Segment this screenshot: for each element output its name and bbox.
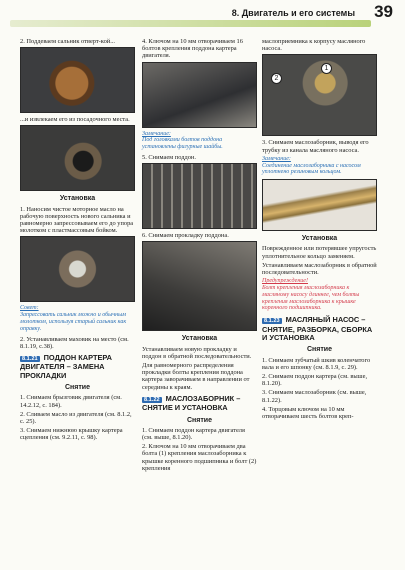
paragraph: 6. Снимаем прокладку поддона. [142, 232, 229, 240]
section-title: ПОДДОН КАРТЕРА ДВИГАТЕЛЯ – ЗАМЕНА ПРОКЛАДКИ [20, 353, 112, 380]
paragraph: 2. Поддеваем сальник отверт-кой... [20, 38, 115, 45]
section-title: МАСЛОЗАБОРНИК – СНЯТИЕ И УСТАНОВКА [142, 393, 241, 413]
section-heading [20, 354, 135, 380]
photo-oil-pickup-tube [262, 179, 377, 231]
paragraph: маслоприемника к корпусу масляного насоса. [262, 38, 366, 53]
header-bar [10, 20, 371, 27]
paragraph: 5. Снимаем поддон. [142, 154, 196, 161]
tip-label: Совет: [20, 305, 39, 312]
tip-note [20, 305, 135, 332]
photo-pan-bolts [142, 62, 257, 128]
warning-text: Болт крепления маслозаборника к масляному насосу длиннее, чем болты крепления маслозаборника к крышке коренного подшипника. [262, 285, 360, 312]
warning-label: Предупреждение! [262, 278, 308, 285]
photo-oil-pickup [262, 54, 377, 136]
note-text: Соединение маслозаборника с насосом уплотнено резиновым кольцом. [262, 162, 361, 176]
column-2 [142, 38, 257, 474]
paragraph: Поврежденное или потерявшее упругость уплотнительное кольцо заменяем. [262, 245, 377, 260]
paragraph: 1. Наносим чистое моторное масло на рабочую поверхность нового сальника и равномерно запрессовываем его до упора молотком с пластмассовым бойком. [20, 205, 134, 235]
paragraph: 3. Снимаем маслозаборник, выводя его трубку из канала масляного насоса. [262, 139, 369, 154]
section-heading [142, 395, 257, 413]
photo-seal-removed [20, 125, 135, 191]
paragraph: 2. Снимаем поддон картера (см. выше, 8.1.20). [262, 373, 368, 388]
subheading-remove: Снятие [307, 346, 332, 354]
paragraph: 4. Ключом на 10 мм отворачиваем 16 болтов крепления поддона картера двигателя. [142, 38, 243, 60]
note-label: Замечание: [142, 130, 171, 137]
subheading-install: Установка [301, 235, 338, 243]
paragraph: 4. Торцовым ключом на 10 мм отворачиваем шесть болтов креп- [262, 405, 354, 421]
section-title: МАСЛЯНЫЙ НАСОС – СНЯТИЕ, РАЗБОРКА, СБОРКА И УСТАНОВКА [262, 315, 373, 343]
paragraph: 3. Снимаем маслозаборник (см. выше, 8.1.22). [262, 389, 367, 404]
page-header [0, 0, 405, 30]
note-text: Под головками болтов поддона установлены фигурные шайбы. [142, 137, 223, 151]
paragraph: Устанавливаем новую прокладку и поддон в обратной последовательности. [142, 345, 252, 360]
paragraph: 2. Ключом на 10 мм отворачиваем два болта (1) крепления маслозаборника к крышке коренного подшипника и болт (2) крепления [142, 443, 257, 472]
section-heading [262, 316, 377, 342]
section-number-badge: 8.1.21 [22, 356, 38, 363]
callout-2: 2 [271, 73, 282, 84]
note [142, 131, 257, 151]
paragraph: 3. Снимаем нижнюю крышку картера сцепления (см. 9.2.11, с. 98). [20, 427, 123, 442]
subheading-remove: Снятие [187, 416, 212, 424]
photo-seal-pry [20, 47, 135, 113]
tip-text: Запрессовать сальник можно и обычным молотком, используя старый сальник как оправку. [20, 312, 127, 332]
photo-seal-press [20, 236, 135, 302]
section-number-badge: 8.1.22 [144, 396, 160, 403]
subheading-install: Установка [181, 335, 218, 343]
subheading-install: Установка [59, 195, 96, 203]
page-number: 39 [374, 2, 393, 21]
callout-1: 1 [321, 63, 332, 74]
paragraph: Устанавливаем маслозаборник в обратной последовательности. [262, 261, 377, 277]
section-number-badge: 8.1.23 [264, 318, 280, 325]
note [262, 156, 377, 176]
warning-note [262, 278, 377, 312]
photo-gasket [142, 241, 257, 331]
paragraph: Для равномерного распределения прокладки болты крепления поддона картера заворачиваем в направлении от середины к краям. [142, 362, 250, 391]
paragraph: ...и извлекаем его из посадочного места. [20, 116, 130, 124]
column-3 [262, 38, 377, 422]
paragraph: 2. Устанавливаем маховик на место (см. 8.1.19, с.38). [20, 335, 129, 350]
subheading-remove: Снятие [65, 384, 90, 392]
section-header-title: 8. Двигатель и его системы [231, 8, 355, 18]
column-1 [20, 38, 135, 444]
paragraph: 1. Снимаем зубчатый шкив коленчатого вала и его шпонку (см. 8.1.9, с. 29). [262, 356, 371, 371]
note-label: Замечание: [262, 155, 291, 162]
photo-pan-removed [142, 163, 257, 229]
paragraph: 1. Снимаем брызговик двигателя (см. 14.2.12, с. 184). [20, 394, 122, 409]
paragraph: 2. Сливаем масло из двигателя (см. 8.1.2, с. 25). [20, 410, 132, 426]
paragraph: 1. Снимаем поддон картера двигателя (см. выше, 8.1.20). [142, 426, 245, 442]
